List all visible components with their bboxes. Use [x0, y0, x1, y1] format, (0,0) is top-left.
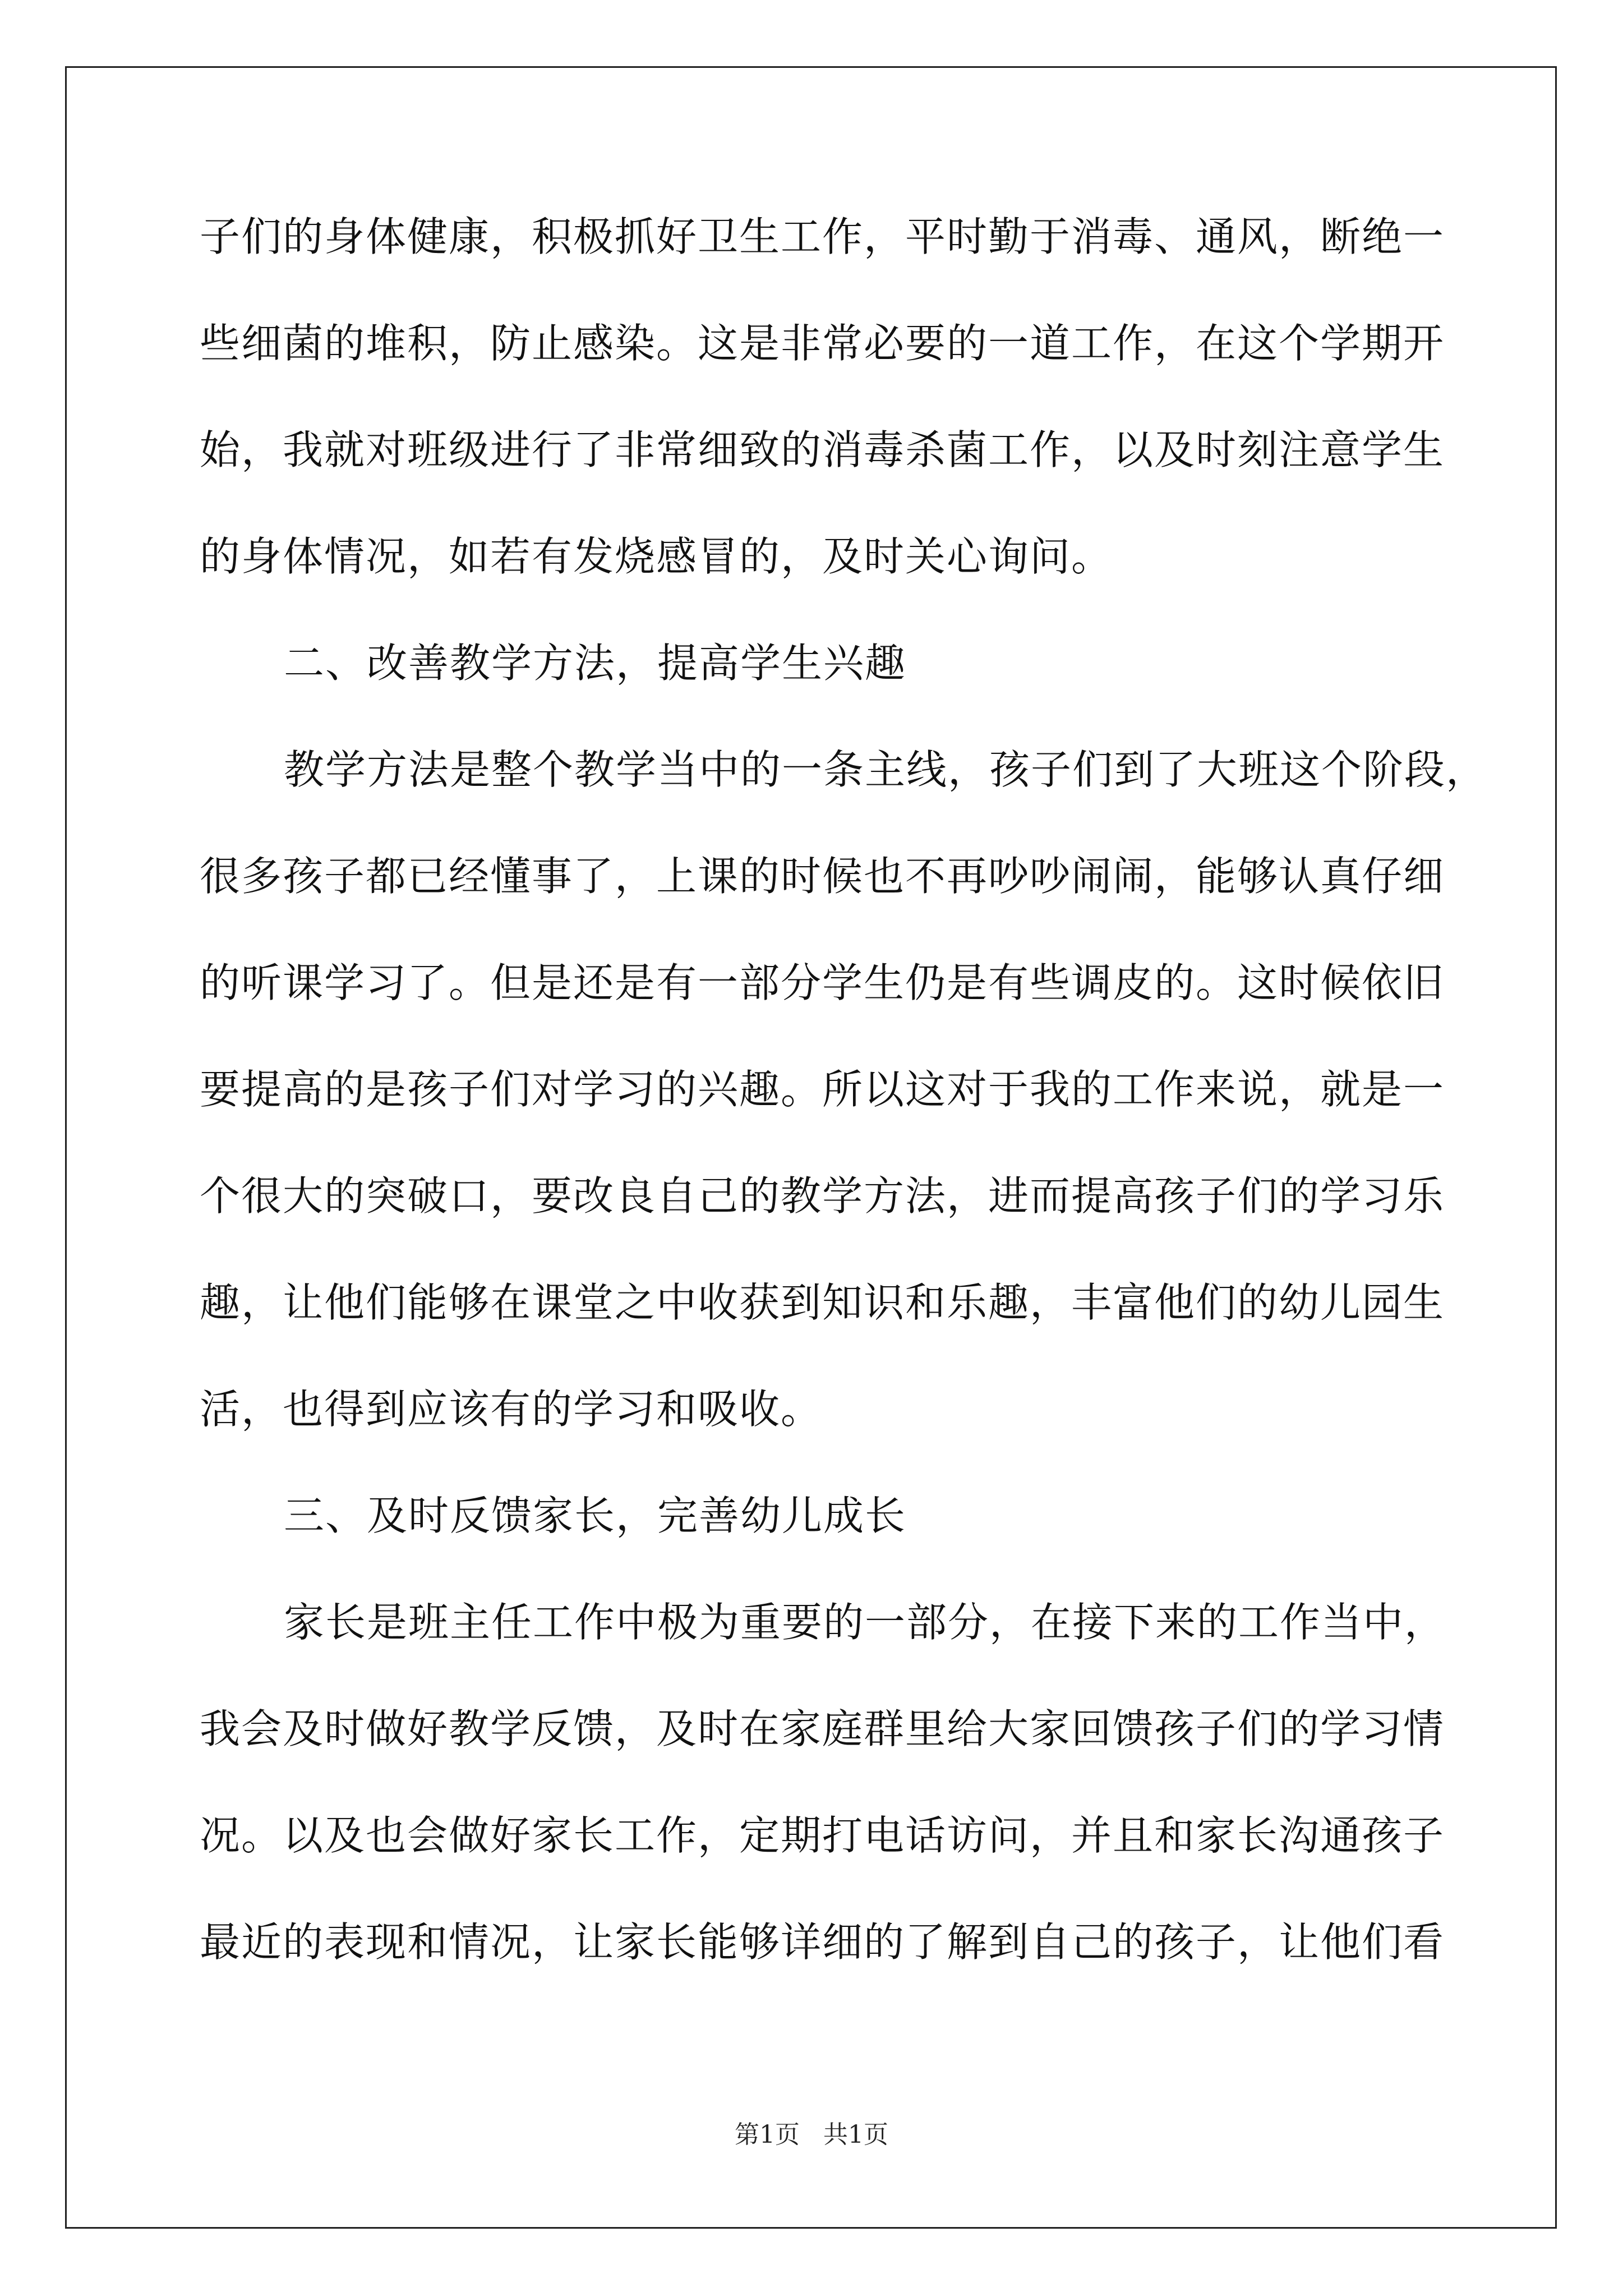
page-border	[65, 66, 1557, 2229]
body-line-9: 要提高的是孩子们对学习的兴趣。所以这对于我的工作来说，就是一	[200, 1066, 1445, 1113]
body-line-7: 很多孩子都已经懂事了，上课的时候也不再吵吵闹闹，能够认真仔细	[200, 853, 1445, 900]
body-line-6: 教学方法是整个教学当中的一条主线，孩子们到了大班这个阶段，	[284, 746, 1488, 793]
body-line-15: 我会及时做好教学反馈，及时在家庭群里给大家回馈孩子们的学习情	[200, 1705, 1445, 1752]
body-line-17: 最近的表现和情况，让家长能够详细的了解到自己的孩子，让他们看	[200, 1918, 1445, 1966]
section-heading-3: 三、及时反馈家长，完善幼儿成长	[284, 1492, 907, 1539]
body-line-8: 的听课学习了。但是还是有一部分学生仍是有些调皮的。这时候依旧	[200, 959, 1445, 1006]
body-line-16: 况。以及也会做好家长工作，定期打电话访问，并且和家长沟通孩子	[200, 1812, 1445, 1859]
body-line-10: 个很大的突破口，要改良自己的教学方法，进而提高孩子们的学习乐	[200, 1172, 1445, 1220]
body-line-11: 趣，让他们能够在课堂之中收获到知识和乐趣，丰富他们的幼儿园生	[200, 1279, 1445, 1326]
body-line-12: 活，也得到应该有的学习和吸收。	[200, 1386, 823, 1433]
body-line-1: 子们的身体健康，积极抓好卫生工作，平时勤于消毒、通风，断绝一	[200, 213, 1445, 260]
body-line-3: 始，我就对班级进行了非常细致的消毒杀菌工作，以及时刻注意学生	[200, 426, 1445, 473]
section-heading-2: 二、改善教学方法，提高学生兴趣	[284, 639, 907, 687]
body-line-2: 些细菌的堆积，防止感染。这是非常必要的一道工作，在这个学期开	[200, 320, 1445, 367]
page-footer: 第1页 共1页	[735, 2120, 888, 2149]
body-line-4: 的身体情况，如若有发烧感冒的，及时关心询问。	[200, 533, 1113, 580]
body-line-14: 家长是班主任工作中极为重要的一部分，在接下来的工作当中，	[284, 1599, 1446, 1646]
